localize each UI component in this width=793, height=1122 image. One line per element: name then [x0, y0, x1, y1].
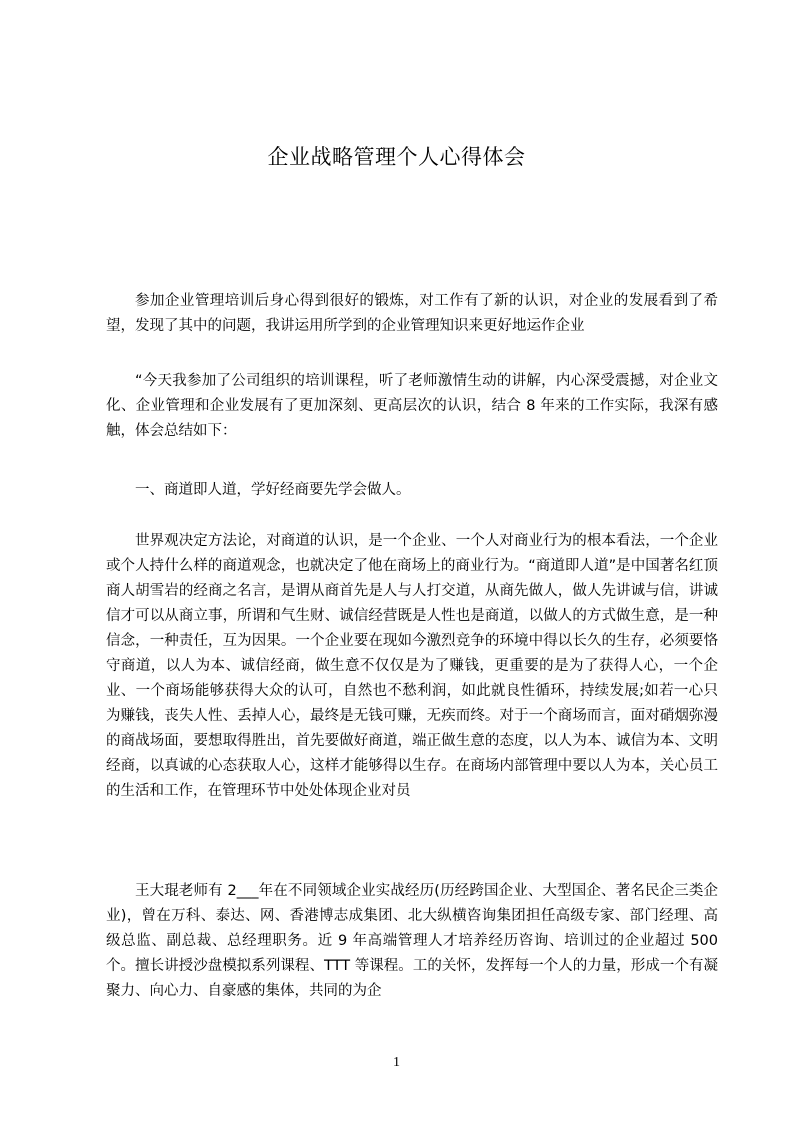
paragraph-quote: “今天我参加了公司组织的培训课程，听了老师激情生动的讲解，内心深受震撼，对企业文化、企业管理和企业发展有了更加深刻、更高层次的认识，结合 8 年来的工作实际，我深有感触，体会总结如下： — [106, 373, 718, 439]
section-heading: 一、商道即人道，学好经商要先学会做人。 — [135, 482, 411, 498]
page-title: 企业战略管理个人心得体会 — [267, 145, 526, 169]
page-number: 1 — [393, 1055, 400, 1070]
paragraph-business-ethics: 世界观决定方法论，对商道的认识，是一个企业、一个人对商业行为的根本看法，一个企业或个人持什么样的商道观念，也就决定了他在商场上的商业行为。“商道即人道”是中国著名红顶商人胡雪岩的经商之名言，是谓从商首先是人与人打交道，从商先做人，做人先讲诚与信，讲诚信才可以从商立事，所谓和气生财、诚信经营既是人性也是商道，以做人的方式做生意，是一种信念，一种责任，互为因果。一个企业要在现如今激烈竞争的环境中得以长久的生存，必须要恪守商道，以人为本、诚信经商，做生意不仅仅是为了赚钱，更重要的是为了获得人心，一个企业、一个商场能够获得大众的认可，自然也不愁利润，如此就良性循环，持续发展;如若一心只为赚钱，丧失人性、丢掉人心，最终是无钱可赚，无疾而终。对于一个商场而言，面对硝烟弥漫的商战场面，要想取得胜出，首先要做好商道，端正做生意的态度，以人为本、诚信为本、文明经商，以真诚的心态获取人心，这样才能够得以生存。在商场内部管理中要以人为本，关心员工的生活和工作，在管理环节中处处体现企业对员 — [106, 533, 718, 799]
paragraph-teacher-bio: 王大琨老师有 2___年在不同领域企业实战经历(历经跨国企业、大型国企、著名民企三类企业)，曾在万科、泰达、网、香港博志成集团、北大纵横咨询集团担任高级专家、部门经理、高级总监、副总裁、总经理职务。近 9 年高端管理人才培养经历咨询、培训过的企业超过 500 个。擅长讲授沙盘模拟系列课程、TTT 等课程。工的关怀，发挥每一个人的力量，形成一个有凝聚力、向心力、自豪感的集体，共同的为企 — [106, 883, 718, 999]
paragraph-intro: 参加企业管理培训后身心得到很好的锻炼，对工作有了新的认识，对企业的发展看到了希望，发现了其中的问题，我讲运用所学到的企业管理知识来更好地运作企业 — [106, 293, 718, 334]
